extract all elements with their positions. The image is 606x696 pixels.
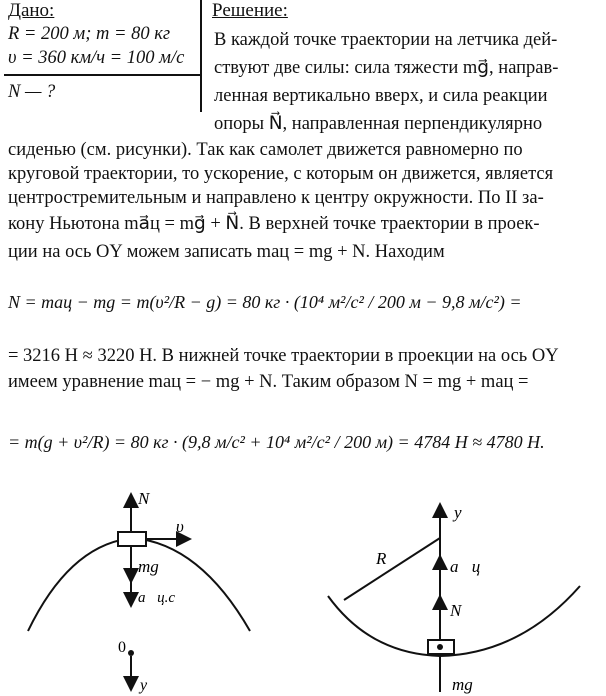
solution-line-3: ленная вертикально вверх, и сила реакции [214,86,548,106]
center-point [128,650,134,656]
label-n: N⃗ [138,489,163,508]
equation-bottom: = m(g + υ²/R) = 80 кг · (9,8 м/с² + 10⁴ м²/с² / 200 м) = 4784 Н ≈ 4780 Н. [8,432,545,452]
given-vertical-rule [200,0,202,112]
label-a-right: a⃗ц [450,557,481,576]
given-line-1: R = 200 м; m = 80 кг [8,24,171,44]
figure-top-point [0,476,290,696]
solution-line-9: ции на ось OY можем записать maц = mg + N. Находим [8,242,445,262]
label-y-right: y [454,503,462,522]
given-line-2: υ = 360 км/ч = 100 м/с [8,48,185,68]
solution-line-5: сиденью (см. рисунки). Так как самолет движется равномерно по [8,140,523,160]
label-mg-right: mg⃗ [452,675,486,694]
radius-line [344,538,440,600]
label-a: a⃗ц.с [138,590,176,606]
bottom-equation-line: имеем уравнение maц = − mg + N. Таким образом N = mg + maц = [8,372,529,392]
label-zero: 0 [118,639,126,656]
solution-line-6: круговой траектории, то ускорение, с которым он движется, является [8,164,554,184]
label-n-right: N⃗ [450,601,475,620]
given-divider [4,74,200,76]
solution-line-7: центростремительным и направлено к центру окружности. По II за- [8,188,544,208]
given-header: Дано: [8,0,55,21]
label-v: υ⃗ [176,517,198,536]
trajectory-arc-top [28,538,250,631]
solution-line-4: опоры N⃗, направленная перпендикулярно [214,114,543,134]
pilot-box [118,532,146,546]
solution-line-2: ствуют две силы: сила тяжести mg⃗, направ- [214,58,559,78]
pilot-point [437,644,443,650]
find-line: N — ? [8,82,56,102]
equation-top: N = maц − mg = m(υ²/R − g) = 80 кг · (10⁴ м²/с² / 200 м − 9,8 м/с²) = [8,292,522,312]
result-line-1: = 3216 Н ≈ 3220 Н. В нижней точке траектории в проекции на ось OY [8,346,559,366]
label-mg: mg⃗ [138,557,172,576]
solution-line-8: кону Ньютона ma⃗ц = mg⃗ + N⃗. В верхней точке траектории в проек- [8,214,540,234]
label-r: R [376,549,387,568]
solution-header: Решение: [212,0,288,21]
solution-line-1: В каждой точке траектории на летчика дей- [214,30,558,50]
figure-bottom-point [300,476,606,696]
label-y-left: y [140,677,148,694]
